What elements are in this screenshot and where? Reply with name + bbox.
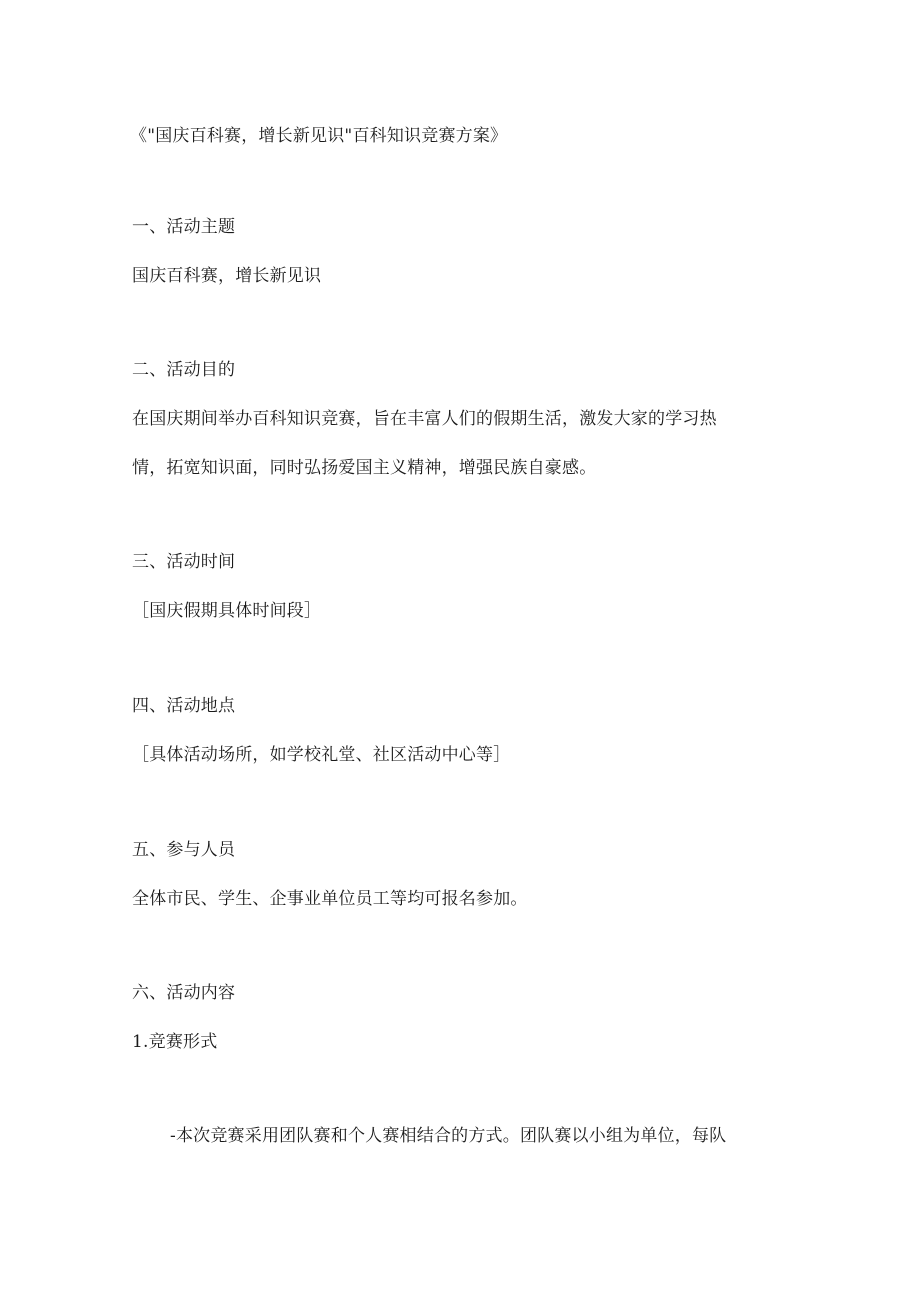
section-subheading-format: 1.竞赛形式 — [132, 1032, 218, 1052]
document-title: 《"国庆百科赛，增长新见识"百科知识竞赛方案》 — [130, 126, 508, 146]
section-text-purpose-line2: 情，拓宽知识面，同时弘扬爱国主义精神，增强民族自豪感。 — [132, 458, 597, 478]
section-heading-content: 六、活动内容 — [132, 983, 236, 1003]
section-text-theme: 国庆百科赛，增长新见识 — [132, 266, 322, 286]
section-heading-location: 四、活动地点 — [132, 696, 236, 716]
section-text-format-line1: -本次竞赛采用团队赛和个人赛相结合的方式。团队赛以小组为单位，每队 — [170, 1126, 727, 1146]
section-text-location: ［具体活动场所，如学校礼堂、社区活动中心等］ — [132, 745, 511, 765]
section-text-purpose-line1: 在国庆期间举办百科知识竞赛，旨在丰富人们的假期生活，激发大家的学习热 — [132, 409, 717, 429]
section-text-participants: 全体市民、学生、企事业单位员工等均可报名参加。 — [132, 889, 528, 909]
section-heading-time: 三、活动时间 — [132, 552, 236, 572]
section-text-time: ［国庆假期具体时间段］ — [132, 601, 322, 621]
section-heading-purpose: 二、活动目的 — [132, 360, 236, 380]
section-heading-participants: 五、参与人员 — [132, 840, 236, 860]
section-heading-theme: 一、活动主题 — [132, 217, 236, 237]
